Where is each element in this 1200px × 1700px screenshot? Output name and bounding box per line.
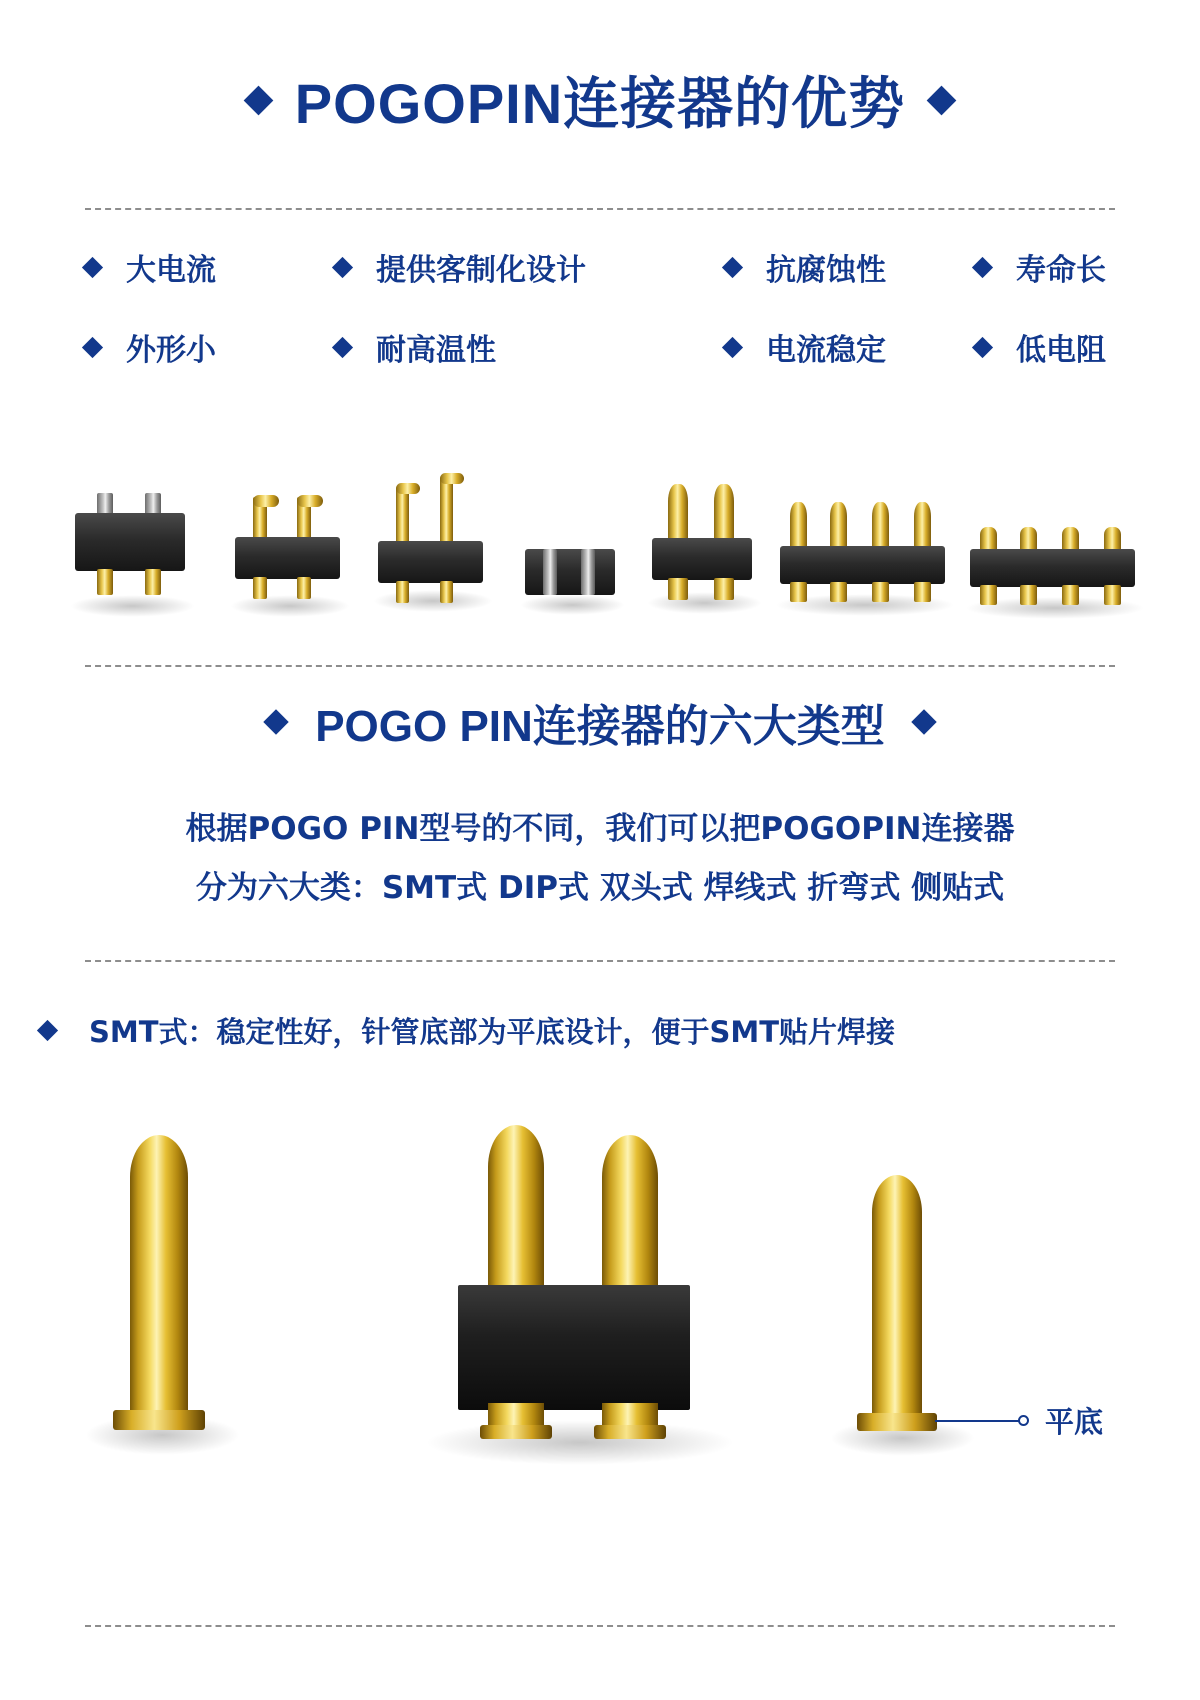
photo-shadow — [425, 1420, 735, 1465]
divider-3 — [85, 960, 1115, 962]
connector-pin — [790, 502, 807, 550]
connector-pin — [253, 577, 267, 599]
connector-pin — [97, 569, 113, 595]
connector-housing — [75, 513, 185, 571]
diamond-bullet-icon — [332, 256, 353, 277]
diamond-bullet-icon — [37, 1020, 58, 1041]
connector-pin — [714, 578, 734, 600]
connector-pin-bend — [297, 495, 323, 507]
connector-housing — [970, 549, 1135, 587]
pin-flat-base — [113, 1410, 205, 1430]
section2-line-1: 根据POGO PIN型号的不同，我们可以把POGOPIN连接器 — [185, 811, 1015, 847]
section3-text: SMT式：稳定性好，针管底部为平底设计，便于SMT贴片焊接 — [89, 1015, 896, 1049]
advantage-label: 大电流 — [126, 253, 216, 288]
advantages-row-2 — [85, 325, 1115, 369]
connector-pin — [1104, 585, 1121, 605]
section2-body — [0, 800, 1200, 918]
diamond-bullet-icon — [82, 256, 103, 277]
callout-dot-icon — [1018, 1415, 1029, 1426]
connector-housing — [235, 537, 340, 579]
pin-barrel — [130, 1190, 188, 1420]
advantage-item — [975, 245, 1106, 289]
advantage-item — [975, 325, 1106, 369]
diamond-bullet-icon — [722, 256, 743, 277]
advantage-item — [335, 325, 725, 369]
connector-photo-4 — [525, 537, 615, 612]
photo-shadow — [373, 590, 493, 612]
connector-photo-5 — [652, 480, 752, 615]
section2-title: POGO PIN连接器的六大类型 — [315, 702, 885, 751]
connector-photo-6 — [780, 490, 945, 615]
connector-pin — [543, 549, 557, 595]
connector-pin — [914, 582, 931, 602]
connector-pin — [830, 502, 847, 550]
diamond-bullet-icon — [332, 336, 353, 357]
connector-pin — [980, 585, 997, 605]
diamond-bullet-icon — [722, 336, 743, 357]
pin-flat-base — [480, 1425, 552, 1439]
advantage-label: 外形小 — [126, 333, 216, 368]
connector-pin — [145, 569, 161, 595]
connector-pin — [790, 582, 807, 602]
connector-pin — [297, 577, 311, 599]
connector-housing — [525, 549, 615, 595]
section3-row — [40, 1010, 1160, 1051]
photo-shadow — [647, 592, 762, 614]
divider-1 — [85, 208, 1115, 210]
diamond-bullet-icon — [263, 709, 288, 734]
connector-pin — [714, 484, 734, 542]
connector-pin — [668, 484, 688, 542]
connector-pin — [914, 502, 931, 550]
diamond-bullet-icon — [927, 85, 957, 115]
connector-photo-7 — [970, 515, 1135, 615]
connector-pin — [668, 578, 688, 600]
advantage-item — [85, 325, 335, 369]
connector-pin — [1062, 585, 1079, 605]
section2-title-row — [0, 690, 1200, 754]
advantage-label: 寿命长 — [1016, 253, 1106, 288]
advantage-label: 低电阻 — [1016, 333, 1106, 368]
page-title-row — [85, 0, 1115, 164]
connector-housing — [378, 541, 483, 583]
pin-flat-base — [594, 1425, 666, 1439]
connector-photo-strip — [40, 440, 1160, 640]
connector-pin — [581, 549, 595, 595]
diamond-bullet-icon — [82, 336, 103, 357]
advantage-label: 耐高温性 — [376, 333, 496, 368]
connector-pin — [872, 582, 889, 602]
divider-4 — [85, 1625, 1115, 1627]
connector-housing — [780, 546, 945, 584]
connector-pin-bend — [253, 495, 279, 507]
diamond-bullet-icon — [972, 336, 993, 357]
diamond-bullet-icon — [972, 256, 993, 277]
connector-pin — [396, 581, 409, 603]
advantage-item — [725, 245, 975, 289]
section2-line-2: 分为六大类：SMT式 DIP式 双头式 焊线式 折弯式 侧贴式 — [195, 869, 1005, 906]
connector-photo-2 — [235, 485, 340, 615]
photo-shadow — [230, 595, 350, 617]
connector-pin — [97, 493, 113, 515]
photo-shadow — [70, 595, 195, 617]
connector-photo-1 — [75, 485, 185, 615]
pogo-pin-double-middle — [450, 1125, 710, 1455]
callout-label: 平底 — [1045, 1405, 1104, 1439]
connector-pin-bent — [440, 477, 453, 545]
photo-shadow — [520, 595, 625, 615]
connector-pin — [1020, 585, 1037, 605]
callout-leader-line — [935, 1420, 1020, 1422]
connector-pin-bent — [396, 487, 409, 545]
connector-pin — [440, 581, 453, 603]
divider-2 — [85, 665, 1115, 667]
smt-pin-photos — [60, 1100, 1140, 1480]
connector-pin — [872, 502, 889, 550]
advantage-label: 电流稳定 — [766, 333, 886, 368]
pin-flat-base — [857, 1413, 937, 1431]
connector-pin-bend — [396, 483, 420, 494]
advantage-item — [725, 325, 975, 369]
diamond-bullet-icon — [243, 85, 273, 115]
page-title: POGOPIN连接器的优势 — [294, 72, 906, 135]
advantage-label: 提供客制化设计 — [376, 253, 586, 288]
advantages-row-1 — [85, 245, 1115, 289]
connector-pin-bend — [440, 473, 464, 484]
advantage-item — [85, 245, 335, 289]
connector-pin — [145, 493, 161, 515]
pogo-pin-single-right — [850, 1175, 950, 1445]
advantage-item — [335, 245, 725, 289]
pogo-pin-single-left — [105, 1135, 215, 1445]
pin-barrel — [872, 1223, 922, 1423]
advantages-section — [85, 245, 1115, 405]
connector-pin — [830, 582, 847, 602]
connector-housing — [652, 538, 752, 580]
connector-photo-3 — [378, 465, 483, 615]
advantage-label: 抗腐蚀性 — [766, 253, 886, 288]
diamond-bullet-icon — [911, 709, 936, 734]
pin-housing — [458, 1285, 690, 1410]
